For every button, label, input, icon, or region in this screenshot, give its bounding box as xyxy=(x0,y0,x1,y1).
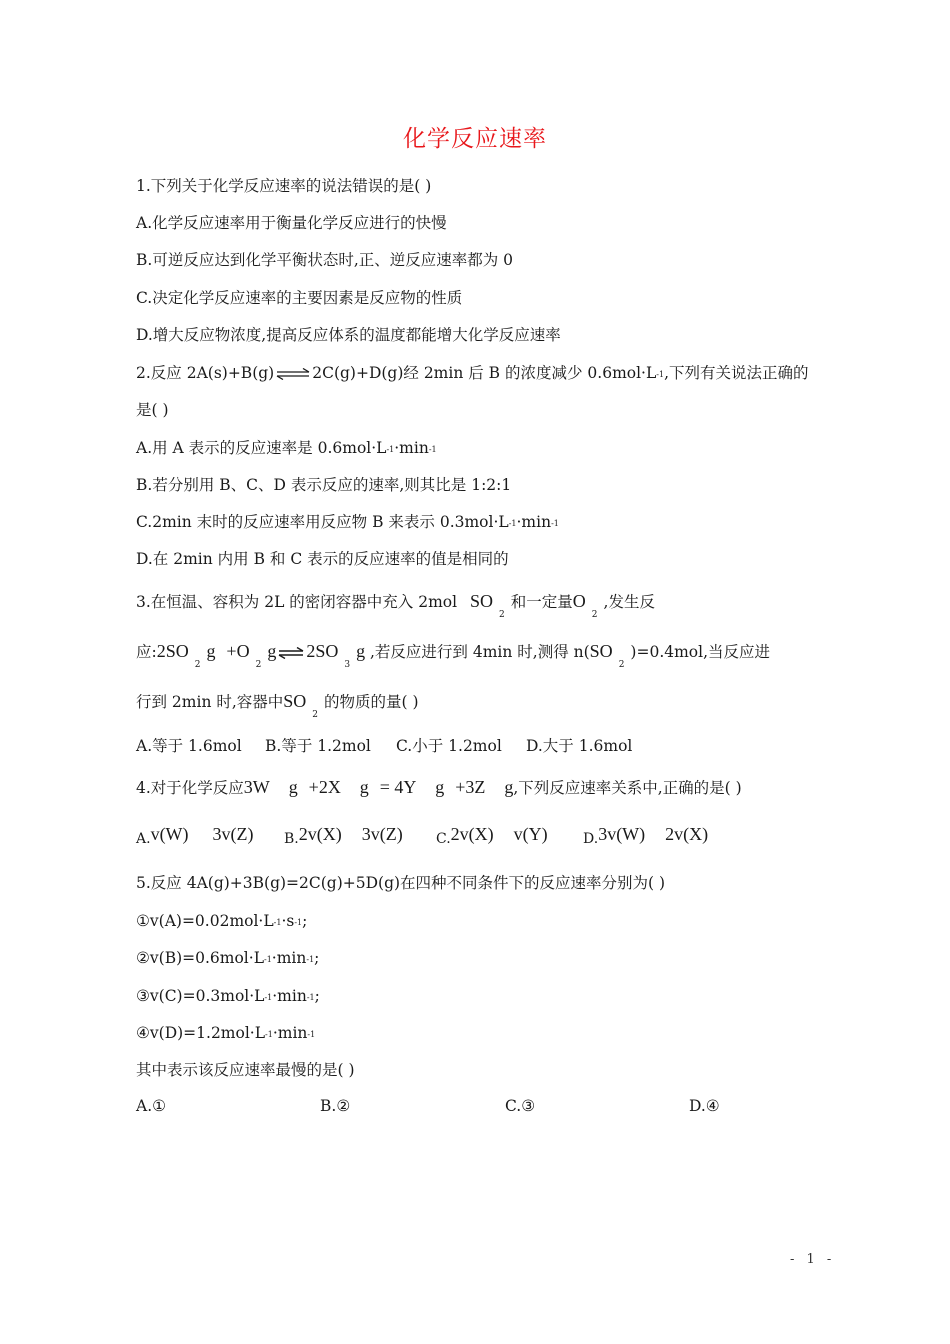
q3-option-b: B.等于 1.2mol xyxy=(265,737,371,755)
formula-state: g xyxy=(504,777,514,797)
superscript: -1 xyxy=(656,370,665,379)
formula-so2: SO xyxy=(470,591,494,611)
q2-option-c-unit: ·min xyxy=(516,513,552,531)
q5-question: 其中表示该反应速率最慢的是( ) xyxy=(136,1061,355,1079)
formula-state: g xyxy=(435,777,445,797)
subscript: 2 xyxy=(255,660,262,670)
subscript: 2 xyxy=(618,660,625,670)
q3-stem-line3 xyxy=(136,690,419,720)
page-title: 化学反应速率 xyxy=(403,126,547,152)
q2-stem-part-b: 2C(g)+D(g)经 2min 后 B 的浓度减少 0.6mol·L xyxy=(312,364,657,382)
q1-option-c: C.决定化学反应速率的主要因素是反应物的性质 xyxy=(136,289,463,307)
q5-item-1 xyxy=(136,910,307,935)
formula-o2: O xyxy=(572,591,586,611)
q1-option-b: B.可逆反应达到化学平衡状态时,正、逆反应速率都为 0 xyxy=(136,251,514,269)
subscript: 2 xyxy=(499,610,505,620)
q4-option-b xyxy=(284,824,403,845)
q3-text: 的物质的量( ) xyxy=(324,693,419,711)
q4-option-c xyxy=(436,824,548,845)
q5-item-end: ; xyxy=(314,987,320,1005)
q2-option-c-text: C.2min 末时的反应速率用反应物 B 来表示 0.3mol·L xyxy=(136,513,509,531)
q5-option-b: B.② xyxy=(320,1097,351,1115)
superscript: -1 xyxy=(306,993,315,1002)
superscript: -1 xyxy=(307,1030,316,1039)
formula-2so3: 2SO xyxy=(306,641,339,661)
option-lhs: 3v(W) xyxy=(598,824,646,844)
q5-item-2 xyxy=(136,947,319,972)
option-lhs: 2v(X) xyxy=(450,824,494,844)
subscript: 2 xyxy=(591,610,598,620)
superscript: -1 xyxy=(294,918,303,927)
q2-stem-line2: 是( ) xyxy=(136,401,169,419)
formula-3z: +3Z xyxy=(455,777,486,797)
q2-option-a-unit: ·min xyxy=(394,439,429,457)
q5-item-unit: ·min xyxy=(271,949,307,967)
superscript: -1 xyxy=(551,519,559,528)
q5-stem: 5.反应 4A(g)+3B(g)=2C(g)+5D(g)在四种不同条件下的反应速率分别为( ) xyxy=(136,874,666,892)
q5-item-3 xyxy=(136,985,320,1010)
option-rhs: 2v(X) xyxy=(665,824,709,844)
equilibrium-arrow-icon xyxy=(276,368,310,380)
q2-option-b: B.若分别用 B、C、D 表示反应的速率,则其比是 1:2:1 xyxy=(136,476,512,494)
option-lhs: v(W) xyxy=(150,824,189,844)
q4-text: ,下列反应速率关系中,正确的是( ) xyxy=(513,779,742,797)
q5-item-4 xyxy=(136,1022,315,1047)
q5-item-text: ②v(B)=0.6mol·L xyxy=(136,949,264,967)
q3-text: 3.在恒温、容积为 2L 的密闭容器中充入 2mol xyxy=(136,593,458,611)
formula-4y: = 4Y xyxy=(379,777,417,797)
q4-stem xyxy=(136,776,742,799)
option-letter: B. xyxy=(284,831,299,847)
q2-stem-part-c: ,下列有关说法正确的 xyxy=(664,364,809,382)
q4-text: 4.对于化学反应 xyxy=(136,779,244,797)
option-rhs: 3v(Z) xyxy=(212,824,254,844)
q4-option-a xyxy=(136,824,254,845)
formula-state: g xyxy=(359,777,369,797)
superscript: -1 xyxy=(263,955,272,964)
subscript: 3 xyxy=(344,660,351,670)
q2-stem-part-a: 2.反应 2A(s)+B(g) xyxy=(136,364,275,382)
q3-text: 行到 2min 时,容器中 xyxy=(136,693,284,711)
q5-item-end: ; xyxy=(302,912,308,930)
superscript: -1 xyxy=(386,445,395,454)
superscript: -1 xyxy=(508,519,517,528)
option-letter: A. xyxy=(136,831,151,847)
option-rhs: v(Y) xyxy=(513,824,548,844)
q2-option-c xyxy=(136,511,559,536)
q5-item-end: ; xyxy=(314,949,320,967)
superscript: -1 xyxy=(273,918,282,927)
superscript: -1 xyxy=(265,1030,273,1039)
q5-option-d: D.④ xyxy=(689,1097,720,1115)
q2-option-d: D.在 2min 内用 B 和 C 表示的反应速率的值是相同的 xyxy=(136,550,509,568)
q3-option-c: C.小于 1.2mol xyxy=(396,737,502,755)
formula-2x: +2X xyxy=(308,777,341,797)
q5-item-text: ④v(D)=1.2mol·L xyxy=(136,1024,266,1042)
q1-option-d: D.增大反应物浓度,提高反应体系的温度都能增大化学反应速率 xyxy=(136,326,561,344)
formula-so2: SO xyxy=(283,691,307,711)
superscript: -1 xyxy=(428,445,437,454)
option-letter: C. xyxy=(436,831,451,847)
q2-stem xyxy=(136,362,809,387)
equilibrium-arrow-icon xyxy=(278,647,304,659)
q5-item-unit: ·s xyxy=(281,912,295,930)
subscript: 2 xyxy=(194,660,201,670)
q1-stem: 1.下列关于化学反应速率的说法错误的是( ) xyxy=(136,177,432,195)
page-number: - 1 - xyxy=(790,1252,836,1267)
formula-3w: 3W xyxy=(243,777,270,797)
formula-state: g xyxy=(288,777,298,797)
q5-item-unit: ·min xyxy=(272,1024,308,1042)
q3-text: 和一定量 xyxy=(510,593,573,611)
q5-item-unit: ·min xyxy=(272,987,307,1005)
q4-option-d xyxy=(583,824,708,845)
formula-state: g xyxy=(206,641,216,661)
q5-item-text: ①v(A)=0.02mol·L xyxy=(136,912,274,930)
q2-option-a xyxy=(136,437,437,462)
q3-text: 应: xyxy=(136,643,157,661)
q5-option-a: A.① xyxy=(136,1097,167,1115)
q2-option-a-text: A.用 A 表示的反应速率是 0.6mol·L xyxy=(136,439,387,457)
formula-2so2: 2SO xyxy=(156,641,189,661)
superscript: -1 xyxy=(306,955,315,964)
q3-text: ,若反应进行到 4min 时,测得 n( xyxy=(370,643,590,661)
option-lhs: 2v(X) xyxy=(298,824,342,844)
q3-text: ,发生反 xyxy=(603,593,655,611)
q5-option-c: C.③ xyxy=(505,1097,536,1115)
option-rhs: 3v(Z) xyxy=(361,824,403,844)
q3-option-a: A.等于 1.6mol xyxy=(136,737,242,755)
q3-option-d: D.大于 1.6mol xyxy=(526,737,633,755)
formula-state: g xyxy=(356,641,366,661)
option-letter: D. xyxy=(583,831,599,847)
formula-so2: SO xyxy=(589,641,613,661)
q5-item-text: ③v(C)=0.3mol·L xyxy=(136,987,265,1005)
q1-option-a: A.化学反应速率用于衡量化学反应进行的快慢 xyxy=(136,214,447,232)
subscript: 2 xyxy=(312,710,319,720)
q3-text: )=0.4mol,当反应进 xyxy=(630,643,771,661)
superscript: -1 xyxy=(264,993,273,1002)
q3-stem-line2 xyxy=(136,640,771,670)
q3-stem-line1 xyxy=(136,590,655,620)
formula-plus-o2: +O xyxy=(226,641,250,661)
formula-state: g xyxy=(267,641,277,661)
